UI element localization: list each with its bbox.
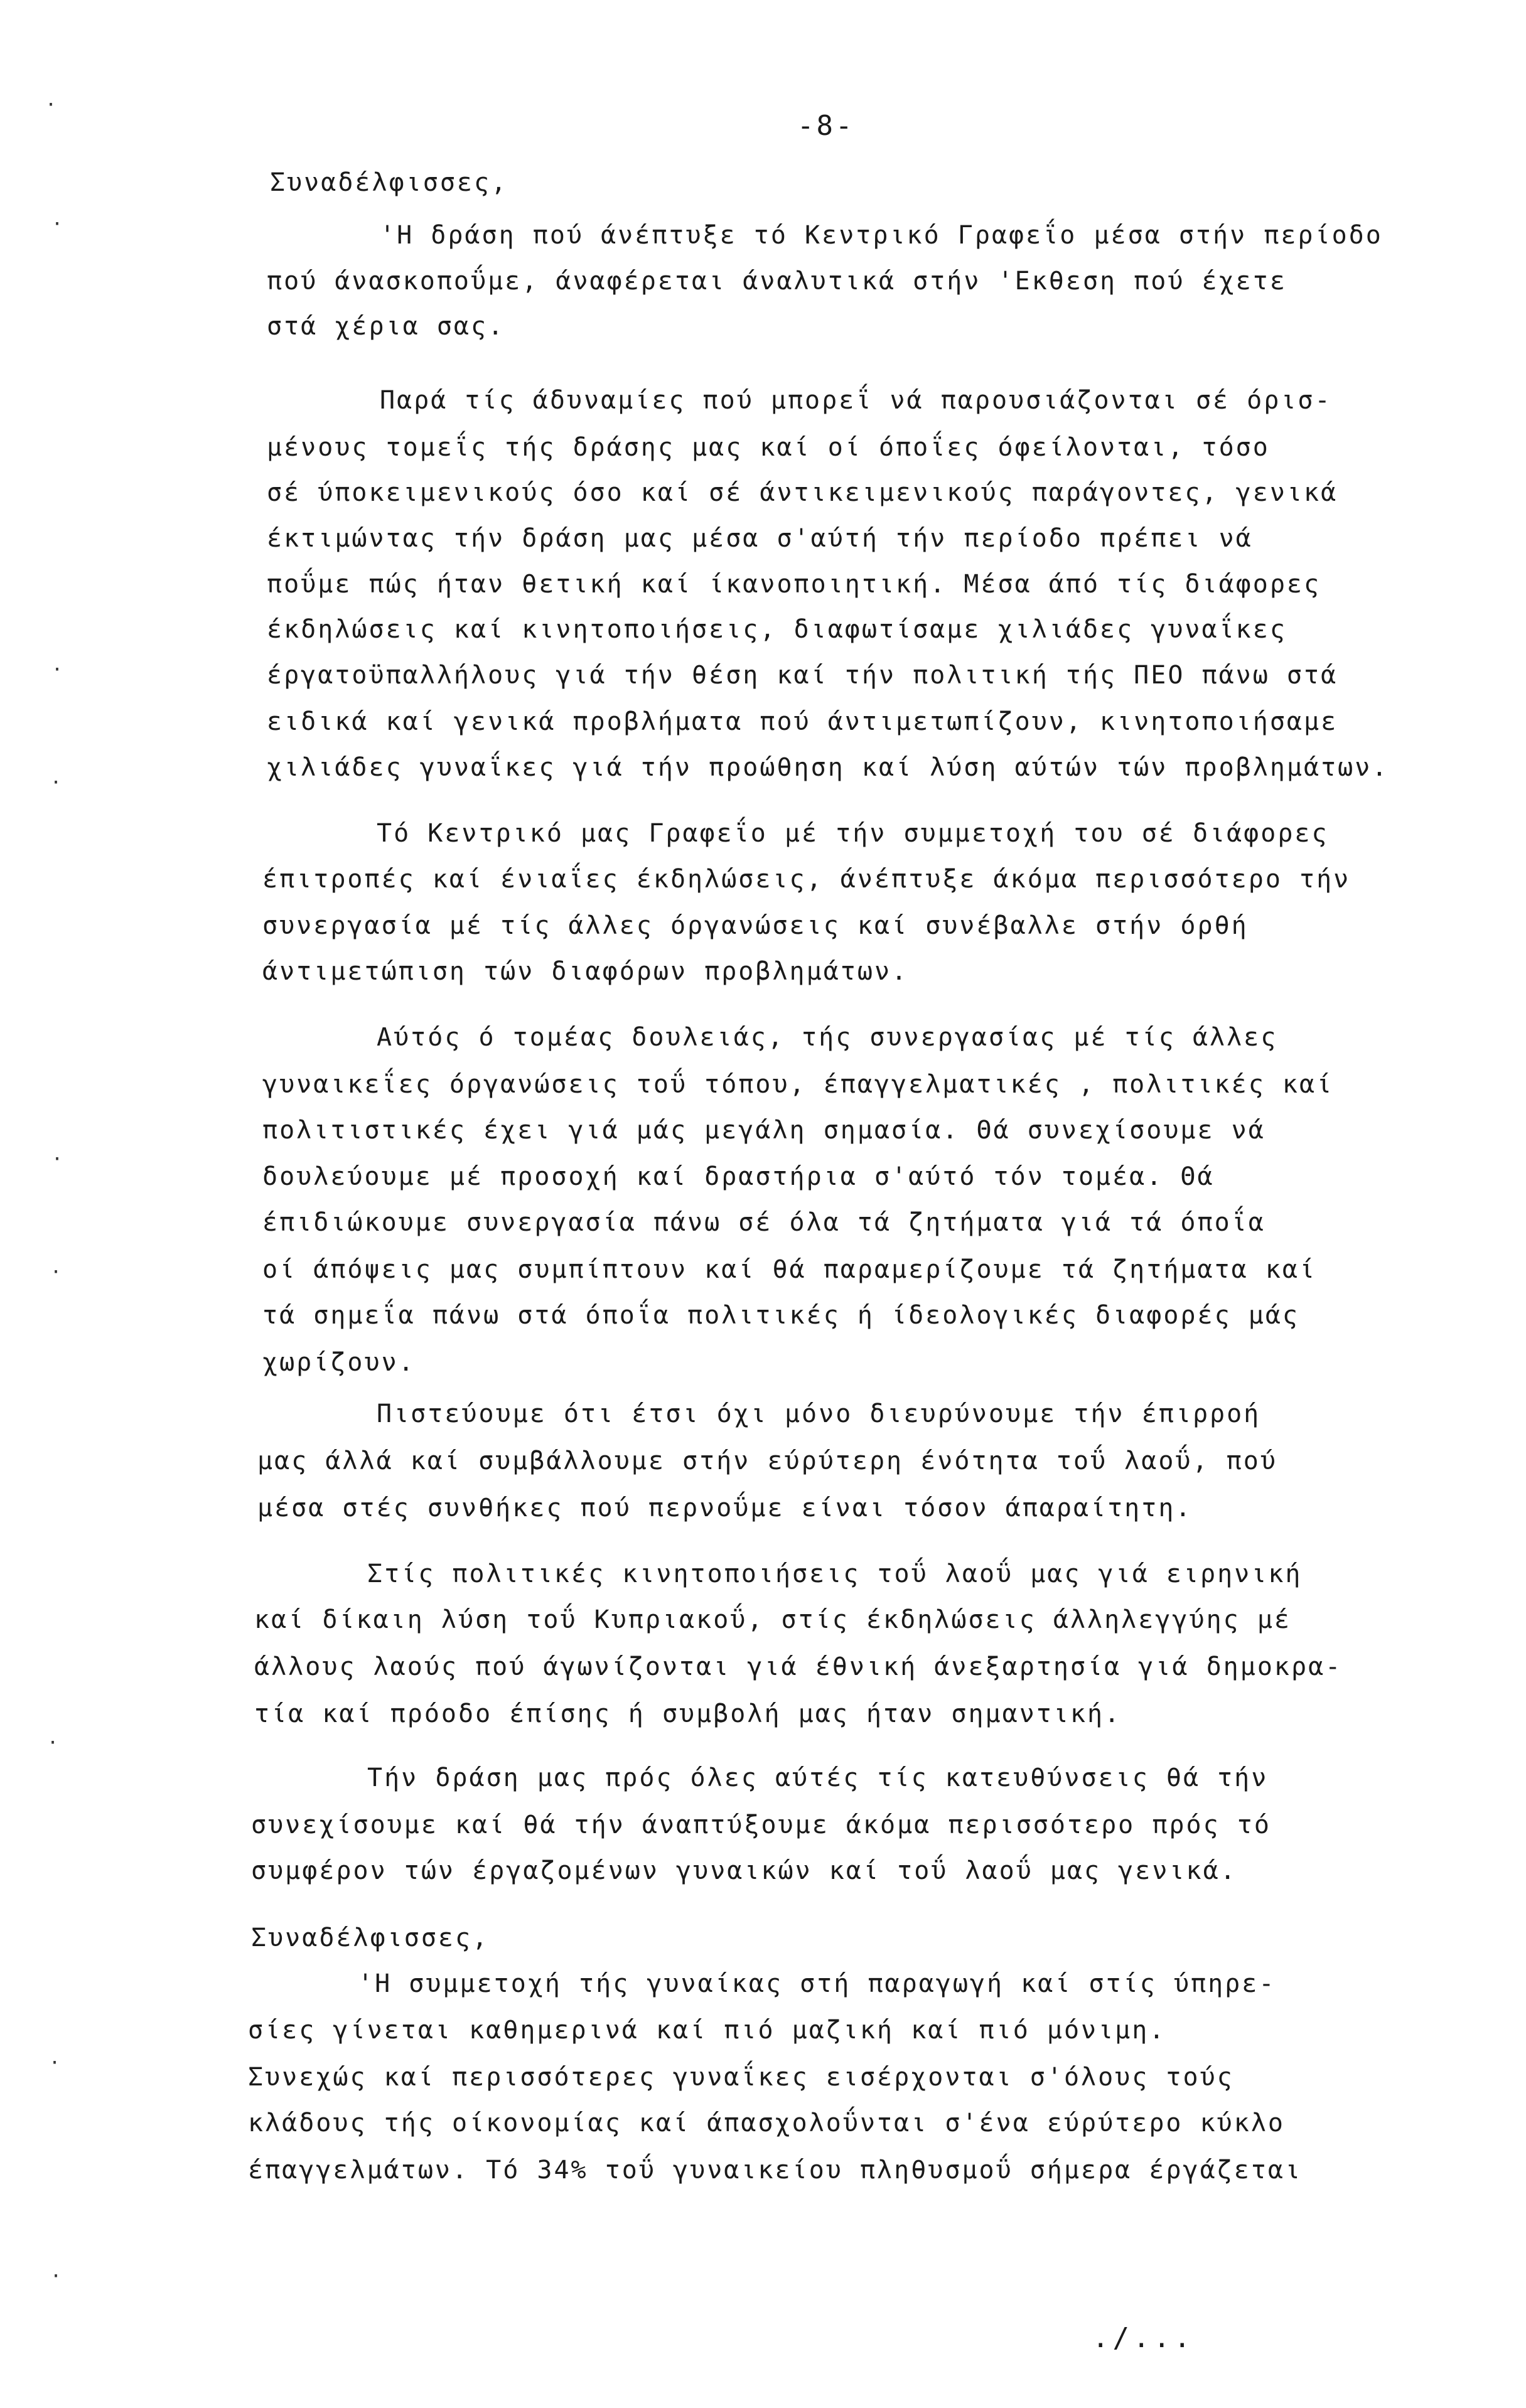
text-line: Αύτός ό τομέας δουλειάς, τής συνεργασίας μέ τίς άλλες [377,1023,1278,1052]
text-line: πού άνασκοποΰμε, άναφέρεται άναλυτικά στήν 'Εκθεση πού έχετε [267,267,1287,296]
text-line: τά σημεΐα πάνω στά όποΐα πολιτικές ή ίδεολογικές διαφορές μάς [262,1301,1300,1330]
text-line: δουλεύουμε μέ προσοχή καί δραστήρια σ'αύτό τόν τομέα. Θά [262,1162,1215,1191]
text-line: έκδηλώσεις καί κινητοποιήσεις, διαφωτίσαμε χιλιάδες γυναΐκες [267,615,1287,644]
text-line: σίες γίνεται καθημερινά καί πιό μαζική καί πιό μόνιμη. [248,2016,1166,2045]
continuation-mark: ./... [1092,2322,1195,2354]
text-line: μένους τομεΐς τής δράσης μας καί οί όποΐες όφείλονται, τόσο [267,433,1270,462]
margin-speck-icon: · [50,1261,62,1283]
text-line: ποΰμε πώς ήταν θετική καί ίκανοποιητική. Μέσα άπό τίς διάφορες [267,570,1321,599]
margin-speck-icon: · [51,1148,63,1170]
margin-speck-icon: · [49,2052,61,2074]
text-line: συμφέρον τών έργαζομένων γυναικών καί τοΰ λαοΰ μας γενικά. [251,1856,1237,1885]
text-line: κλάδους τής οίκονομίας καί άπασχολοΰνται σ'ένα εύρύτερο κύκλο [248,2109,1286,2138]
margin-speck-icon: · [50,2266,62,2288]
text-line: τία καί πρόοδο έπίσης ή συμβολή μας ήταν σημαντική. [254,1699,1122,1728]
margin-speck-icon: · [51,213,63,235]
text-line: 'Η δράση πού άνέπτυξε τό Κεντρικό Γραφεΐο μέσα στήν περίοδο [380,221,1383,250]
text-line: μέσα στές συνθήκες πού περνοΰμε είναι τόσον άπαραίτητη. [257,1494,1193,1522]
text-line: Συνεχώς καί περισσότερες γυναΐκες εισέρχονται σ'όλους τούς [248,2063,1234,2092]
text-line: έπιδιώκουμε συνεργασία πάνω σέ όλα τά ζητήματα γιά τά όποΐα [262,1208,1265,1237]
page-number: -8- [797,110,855,142]
text-line: συνεργασία μέ τίς άλλες όργανώσεις καί συνέβαλλε στήν όρθή [262,911,1249,940]
text-line: χιλιάδες γυναΐκες γιά τήν προώθηση καί λύση αύτών τών προβλημάτων. [267,753,1389,782]
margin-speck-icon: · [47,1732,59,1754]
text-line: έκτιμώντας τήν δράση μας μέσα σ'αύτή τήν περίοδο πρέπει νά [267,524,1253,553]
text-line: 'Η συμμετοχή τής γυναίκας στή παραγωγή καί στίς ύπηρε- [358,1969,1276,1998]
text-line: συνεχίσουμε καί θά τήν άναπτύξουμε άκόμα περισσότερο πρός τό [251,1811,1271,1839]
text-line: άντιμετώπιση τών διαφόρων προβλημάτων. [262,957,909,986]
text-line: Πιστεύουμε ότι έτσι όχι μόνο διευρύνουμε τήν έπιρροή [377,1399,1261,1428]
text-line: σέ ύποκειμενικούς όσο καί σέ άντικειμενικούς παράγοντες, γενικά [267,478,1338,507]
text-line: έπιτροπές καί ένιαΐες έκδηλώσεις, άνέπτυξε άκόμα περισσότερο τήν [262,865,1351,894]
text-line: γυναικεΐες όργανώσεις τοΰ τόπου, έπαγγελματικές , πολιτικές καί [262,1070,1334,1099]
text-line: άλλους λαούς πού άγωνίζονται γιά έθνική άνεξαρτησία γιά δημοκρα- [254,1652,1343,1681]
text-line: Συναδέλφισσες, [270,168,508,197]
text-line: έργατοϋπαλλήλους γιά τήν θέση καί τήν πολιτική τής ΠΕΟ πάνω στά [267,661,1338,690]
text-line: έπαγγελμάτων. Τό 34% τοΰ γυναικείου πληθυσμοΰ σήμερα έργάζεται [248,2156,1303,2185]
margin-speck-icon: · [45,94,57,116]
text-line: χωρίζουν. [262,1348,416,1377]
text-line: Στίς πολιτικές κινητοποιήσεις τοΰ λαοΰ μας γιά ειρηνική [367,1560,1303,1588]
text-line: στά χέρια σας. [267,312,505,341]
margin-speck-icon: · [50,772,62,794]
text-line: μας άλλά καί συμβάλλουμε στήν εύρύτερη ένότητα τοΰ λαοΰ, πού [257,1447,1277,1475]
text-line: ειδικά καί γενικά προβλήματα πού άντιμετωπίζουν, κινητοποιήσαμε [267,707,1338,736]
text-line: πολιτιστικές έχει γιά μάς μεγάλη σημασία. Θά συνεχίσουμε νά [262,1116,1265,1145]
text-line: Συναδέλφισσες, [251,1924,490,1952]
margin-speck-icon: · [51,659,63,681]
text-line: Τό Κεντρικό μας Γραφεΐο μέ τήν συμμετοχή του σέ διάφορες [377,819,1329,848]
text-line: Παρά τίς άδυναμίες πού μπορεΐ νά παρουσιάζονται σέ όρισ- [380,386,1332,415]
text-line: οί άπόψεις μας συμπίπτουν καί θά παραμερίζουμε τά ζητήματα καί [262,1255,1317,1284]
text-line: Τήν δράση μας πρός όλες αύτές τίς κατευθύνσεις θά τήν [367,1763,1269,1792]
text-line: καί δίκαιη λύση τοΰ Κυπριακοΰ, στίς έκδηλώσεις άλληλεγγύης μέ [254,1605,1292,1634]
